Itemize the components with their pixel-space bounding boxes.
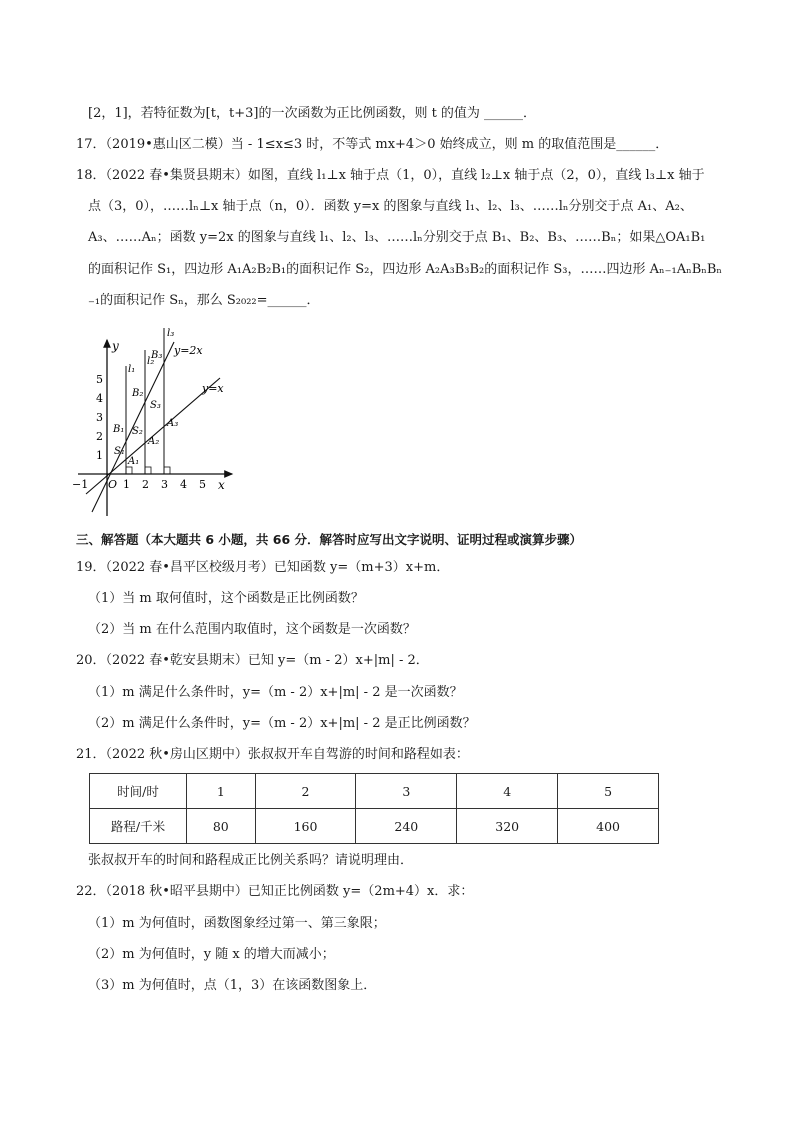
y-tick-3: 3 (96, 411, 103, 424)
origin-label: O (108, 478, 118, 491)
table-cell: 3 (356, 774, 457, 809)
q18-line5: ₋₁的面积记作 Sₙ，那么 S₂₀₂₂=______． (88, 293, 320, 308)
label-B1: B₁ (113, 424, 125, 435)
table-cell: 2 (255, 774, 356, 809)
label-B3: B₃ (151, 350, 163, 361)
q18-line1: 18．（2022 春•集贤县期末）如图，直线 l₁⊥x 轴于点（1，0），直线 l₂⊥x 轴于点（2，0），直线 l₃⊥x 轴于 (76, 168, 705, 183)
label-S1: S₁ (114, 446, 125, 457)
table-cell: 1 (187, 774, 256, 809)
table-cell: 400 (558, 809, 659, 844)
q22-part2: （2）m 为何值时，y 随 x 的增大而减小； (88, 947, 335, 962)
x-tick-3: 3 (161, 478, 168, 491)
q20-part1: （1）m 满足什么条件时，y=（m - 2）x+|m| - 2 是一次函数？ (88, 685, 463, 700)
x-axis-label: x (218, 478, 225, 492)
label-A2: A₂ (148, 436, 160, 447)
q20-part2: （2）m 满足什么条件时，y=（m - 2）x+|m| - 2 是正比例函数？ (88, 716, 476, 731)
table-cell: 时间/时 (90, 774, 187, 809)
y-tick-1: 1 (96, 449, 103, 462)
label-l3: l₃ (167, 328, 175, 339)
label-y2x: y=2x (174, 344, 203, 357)
label-B2: B₂ (132, 388, 144, 399)
q20: 20．（2022 春•乾安县期末）已知 y=（m - 2）x+|m| - 2． (76, 653, 429, 668)
q21-question: 张叔叔开车的时间和路程成正比例关系吗？请说明理由． (88, 853, 414, 868)
label-l2: l₂ (147, 356, 155, 367)
q19: 19．（2022 春•昌平区校级月考）已知函数 y=（m+3）x+m． (76, 560, 450, 575)
table-cell: 4 (457, 774, 558, 809)
x-tick-1: 1 (123, 478, 130, 491)
x-tick-5: 5 (199, 478, 206, 491)
q16-tail: [2，1]，若特征数为[t，t+3]的一次函数为正比例函数，则 t 的值为 ______． (88, 106, 537, 121)
section-3-heading: 三、解答题（本大题共 6 小题，共 66 分．解答时应写出文字说明、证明过程或演算步骤） (76, 532, 583, 547)
table-cell: 5 (558, 774, 659, 809)
q22: 22．（2018 秋•昭平县期中）已知正比例函数 y=（2m+4）x．求： (76, 884, 474, 899)
table-cell: 路程/千米 (90, 809, 187, 844)
time-distance-table (89, 773, 659, 844)
y-axis-label: y (112, 339, 119, 353)
table-row (90, 809, 659, 844)
y-tick-5: 5 (96, 373, 103, 386)
table-cell: 160 (255, 809, 356, 844)
q18-line3: A₃、……Aₙ；函数 y=2x 的图象与直线 l₁、l₂、l₃、……lₙ分别交于点 B₁、B₂、B₃、……Bₙ；如果△OA₁B₁ (88, 230, 706, 245)
q21: 21．（2022 秋•房山区期中）张叔叔开车自驾游的时间和路程如表： (76, 747, 469, 762)
label-S2: S₂ (132, 426, 143, 437)
q19-part1: （1）当 m 取何值时，这个函数是正比例函数？ (88, 591, 364, 606)
q22-part3: （3）m 为何值时，点（1，3）在该函数图象上． (88, 978, 377, 993)
label-S3: S₃ (150, 400, 161, 411)
x-tick-2: 2 (142, 478, 149, 491)
q17: 17．（2019•惠山区二模）当 - 1≤x≤3 时，不等式 mx+4＞0 始终成立，则 m 的取值范围是______． (76, 137, 669, 152)
table-row (90, 774, 659, 809)
table-cell: 240 (356, 809, 457, 844)
label-yx: y=x (202, 382, 224, 395)
label-l1: l₁ (128, 364, 136, 375)
table-cell: 80 (187, 809, 256, 844)
q18-figure (70, 320, 240, 520)
q18-line4: 的面积记作 S₁，四边形 A₁A₂B₂B₁的面积记作 S₂，四边形 A₂A₃B₃B₂的面积记作 S₃，……四边形 Aₙ₋₁AₙBₙBₙ (88, 262, 723, 277)
y-tick-2: 2 (96, 430, 103, 443)
q19-part2: （2）当 m 在什么范围内取值时，这个函数是一次函数？ (88, 622, 416, 637)
label-A3: A₃ (167, 418, 179, 429)
label-A1: A₁ (128, 456, 140, 467)
q18-line2: 点（3，0），……lₙ⊥x 轴于点（n，0）．函数 y=x 的图象与直线 l₁、l₂、l₃、……lₙ分别交于点 A₁、A₂、 (88, 199, 693, 214)
x-tick-neg1: −1 (72, 478, 89, 491)
table-cell: 320 (457, 809, 558, 844)
y-tick-4: 4 (96, 392, 103, 405)
x-tick-4: 4 (180, 478, 187, 491)
q22-part1: （1）m 为何值时，函数图象经过第一、第三象限； (88, 916, 386, 931)
